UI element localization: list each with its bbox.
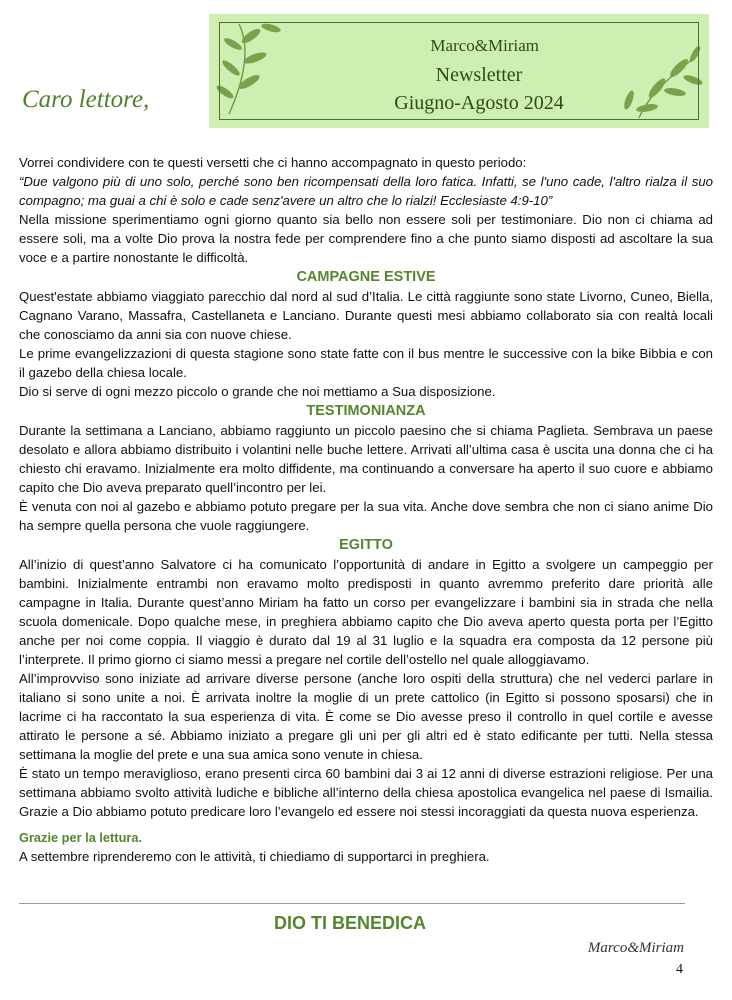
section-paragraph: Dio si serve di ogni mezzo piccolo o grande che noi mettiamo a Sua disposizione. <box>19 384 496 399</box>
section-heading-egitto: EGITTO <box>339 537 393 553</box>
intro-paragraph: Nella missione sperimentiamo ogni giorno quanto sia bello non essere soli per testimoniare. Dio non ci chiama ad essere soli, ma a volte Dio prova la nostra fede per comprendere fino a che punto siamo disposti ad ascoltare la sua voce e a partire nonostante le difficoltà. <box>19 212 713 265</box>
scripture-quote: “Due valgono più di uno solo, perché sono ben ricompensati della loro fatica. Infatti, se l'uno cade, l'altro rialza il suo compagno; ma guai a chi è solo e cade senz'avere un altro che lo rialzi! Ecclesiaste 4:9-10” <box>19 174 713 208</box>
section-paragraph: Le prime evangelizzazioni di questa stagione sono state fatte con il bus mentre le successive con la bike Bibbia e con il gazebo della chiesa locale. <box>19 346 713 380</box>
closing-note: A settembre riprenderemo con le attività, ti chiediamo di supportarci in preghiera. <box>19 849 490 864</box>
section-heading-campagne-estive: CAMPAGNE ESTIVE <box>296 269 436 285</box>
greeting: Caro lettore, <box>22 86 150 113</box>
section-paragraph: È stato un tempo meraviglioso, erano presenti circa 60 bambini dai 3 ai 12 anni di diverse estrazioni religiose. Per una settimana abbiamo svolto attività ludiche e bibliche all’interno della chiesa apostolica evangelica nel paese di Ismailia. Grazie a Dio abbiamo potuto predicare loro l’evangelo ed essere noi stessi incoraggiati da questa nuova esperienza. <box>19 766 713 819</box>
signature: Marco&Miriam <box>587 940 684 956</box>
page-number: 4 <box>676 962 683 977</box>
intro-paragraph: Vorrei condividere con te questi versetti che ci hanno accompagnato in questo periodo: <box>19 155 527 170</box>
divider <box>19 903 685 904</box>
banner-brand: Marco&Miriam <box>430 36 539 55</box>
newsletter-body <box>19 153 713 866</box>
section-heading-testimonianza: TESTIMONIANZA <box>306 403 426 419</box>
section-paragraph: Quest'estate abbiamo viaggiato parecchio dal nord al sud d’Italia. Le città raggiunte sono state Livorno, Cuneo, Biella, Cagnano Varano, Massafra, Castellaneta e Lanciano. Durante questi mesi abbiamo collaborato sia con realtà locali che conosciamo da anni sia con nuove chiese. <box>19 289 713 342</box>
section-paragraph: All’improvviso sono iniziate ad arrivare diverse persone (anche loro ospiti della struttura) che nel vederci parlare in italiano si sono unite a noi. È arrivata inoltre la moglie di un prete cattolico (in Egitto si possono sposarsi) che in lacrime ci ha raccontato la sua esperienza di vita. È come se Dio avesse preso il controllo in quel cortile e avesse attirato le persone a sé. Abbiamo iniziato a pregare gli uni per gli altri ed è stato edificante per tutti. Nella stessa settimana la moglie del prete e una sua amica sono venute in chiesa. <box>19 671 713 762</box>
banner-title: Newsletter <box>435 64 523 86</box>
banner-date: Giugno-Agosto 2024 <box>394 92 564 114</box>
newsletter-banner <box>209 14 709 128</box>
section-paragraph: È venuta con noi al gazebo e abbiamo potuto pregare per la sua vita. Anche dove sembra che non ci siano anime Dio ha sempre quella persona che vuole raggiungere. <box>19 499 713 533</box>
thanks-line: Grazie per la lettura. <box>19 830 143 845</box>
section-paragraph: Durante la settimana a Lanciano, abbiamo raggiunto un piccolo paesino che si chiama Paglieta. Sembrava un paese desolato e allora abbiamo distribuito i volantini nelle buche lettere. Arrivati all’ultima casa è uscita una donna che ci ha chiesto chi eravamo. Inizialmente era molto diffidente, ma continuando a conversare ha aperto il suo cuore e abbiamo capito che Dio aveva preparato quell’incontro per lei. <box>19 423 713 495</box>
section-paragraph: All’inizio di quest’anno Salvatore ci ha comunicato l’opportunità di andare in Egitto a svolgere un campeggio per bambini. Inizialmente entrambi non eravamo molto predisposti in quanto avremmo preferito dare priorità alle campagne in Italia. Durante quest’anno Miriam ha fatto un corso per evangelizzare i bambini sia in strada che nella scuola domenicale. Dopo qualche mese, in preghiera abbiamo capito che Dio aveva aperto questa porta per l’Egitto anche per noi come coppia. Il viaggio è durato dal 19 al 31 luglio e la squadra era composta da 12 persone più l’interprete. Il primo giorno ci siamo messi a pregare nel cortile dell’ostello nel quale alloggiavamo. <box>19 557 713 667</box>
blessing-title: DIO TI BENEDICA <box>273 913 426 933</box>
